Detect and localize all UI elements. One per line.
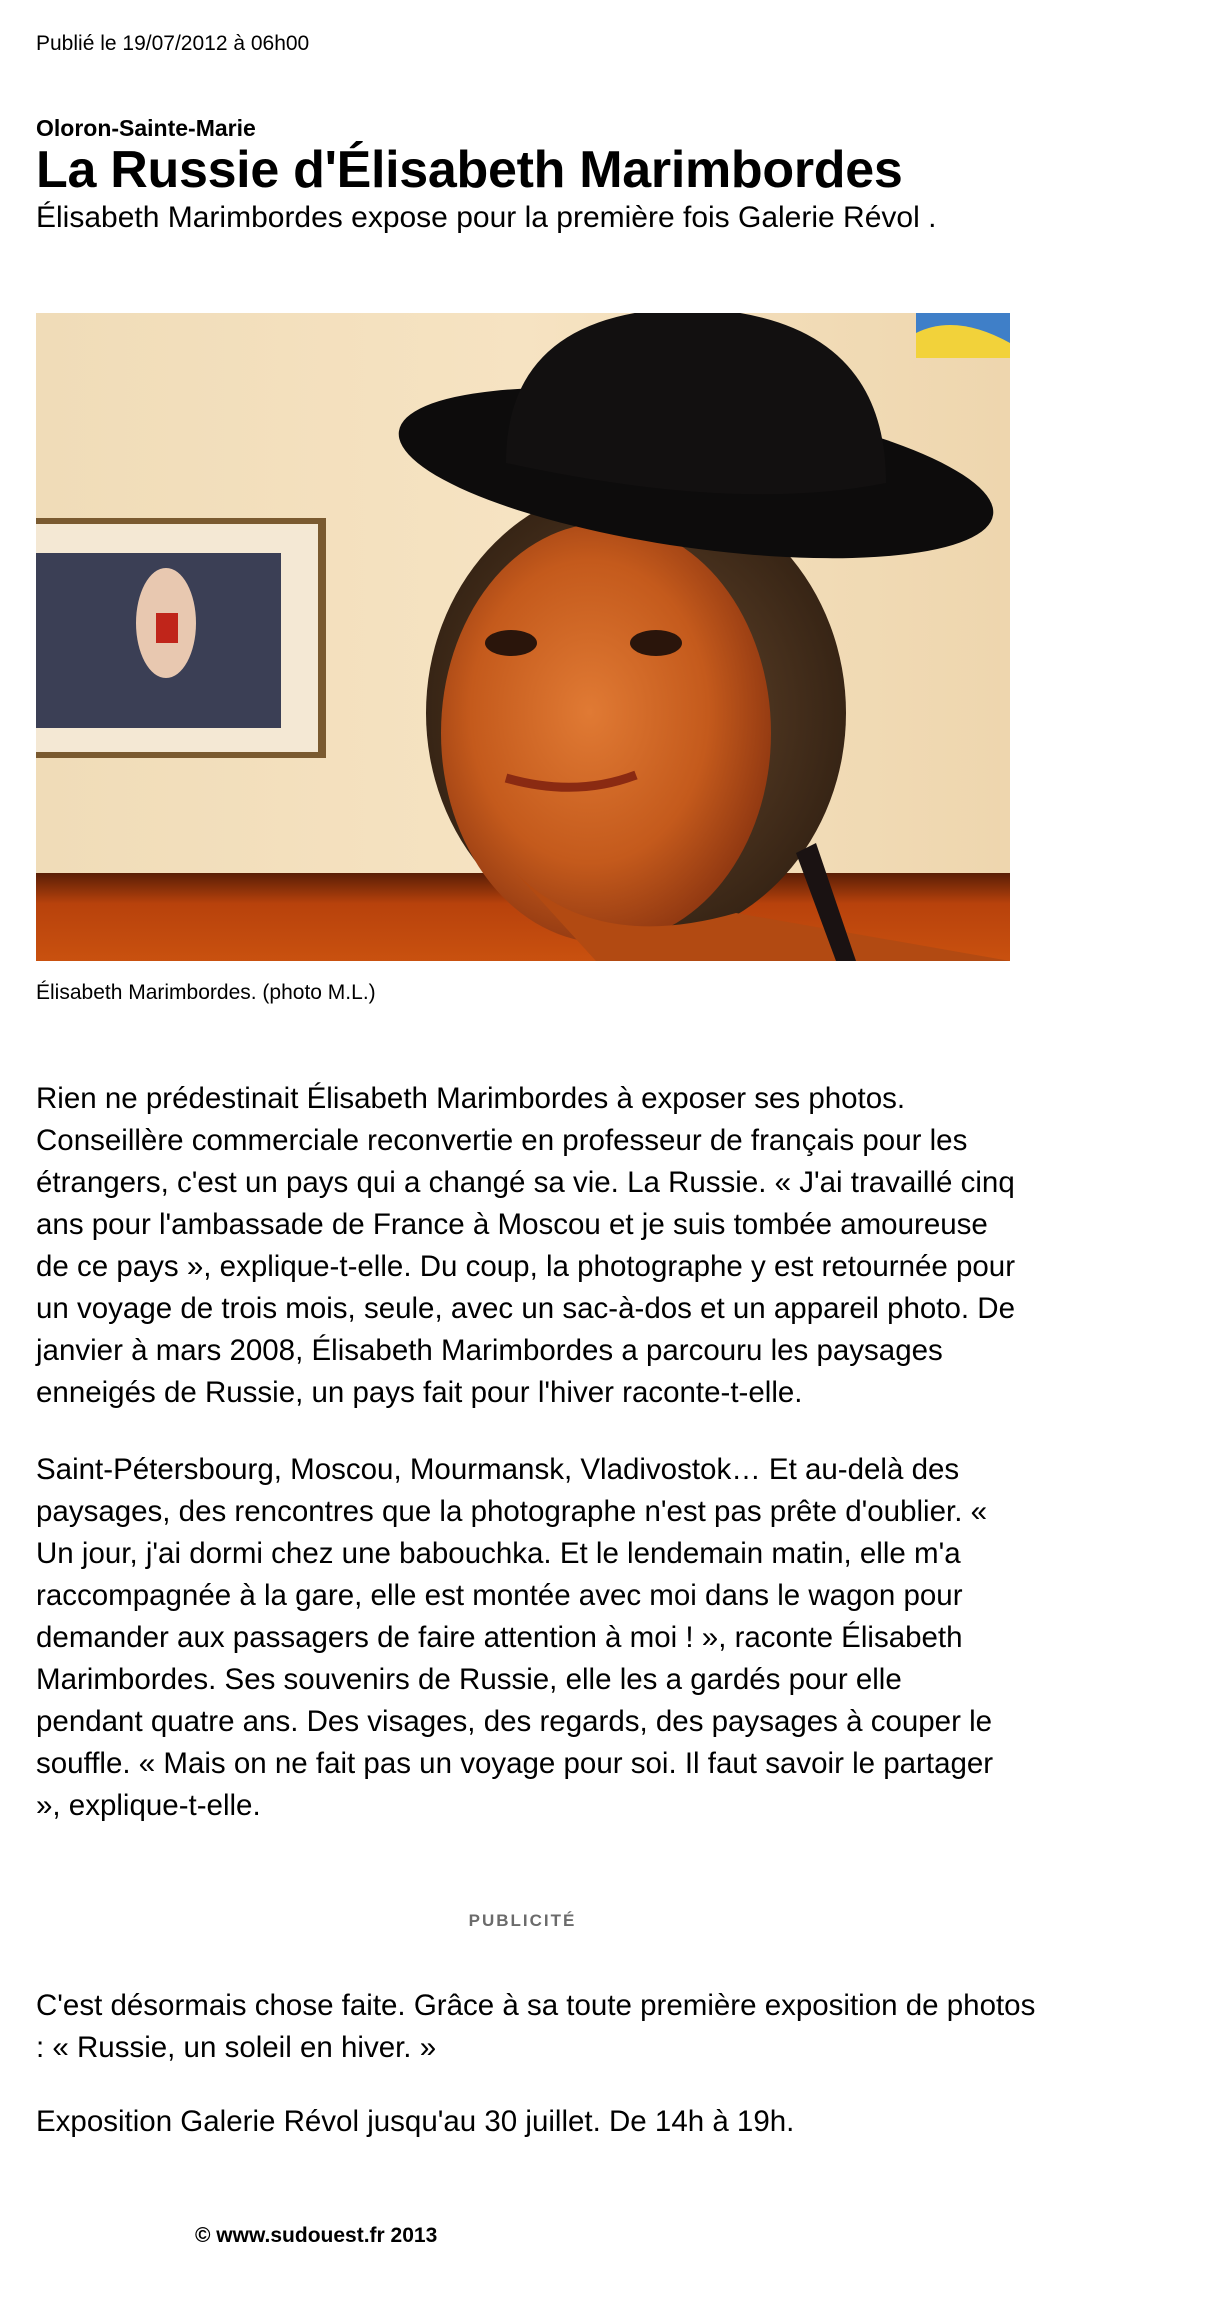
paragraph: C'est désormais chose faite. Grâce à sa toute première exposition de photos : « Russie, un soleil en hiver. » [36,1989,1036,2064]
article-body [36,1078,1016,1862]
article-subtitle: Élisabeth Marimbordes expose pour la première fois Galerie Révol . [36,201,937,234]
publication-date: Publié le 19/07/2012 à 06h00 [36,32,310,55]
advertisement-label: PUBLICITÉ [468,1911,577,1930]
portrait-image [36,313,1010,961]
article-body-continued [36,1985,1036,2175]
locality-label: Oloron-Sainte-Marie [36,115,256,141]
paragraph: Rien ne prédestinait Élisabeth Marimbordes à exposer ses photos. Conseillère commerciale reconvertie en professeur de français pour les étrangers, c'est un pays qui a changé sa vie. La Russie. « J'ai travaillé cinq ans pour l'ambassade de France à Moscou et je suis tombée amoureuse de ce pays », explique-t-elle. Du coup, la photographe y est retournée pour un voyage de trois mois, seule, avec un sac-à-dos et un appareil photo. De janvier à mars 2008, Élisabeth Marimbordes a parcouru les paysages enneigés de Russie, un pays fait pour l'hiver raconte-t-elle. [36,1082,1016,1409]
article-title: La Russie d'Élisabeth Marimbordes [36,141,903,199]
paragraph: Saint-Pétersbourg, Moscou, Mourmansk, Vladivostok… Et au-delà des paysages, des rencontres que la photographe n'est pas prête d'oublier. « Un jour, j'ai dormi chez une babouchka. Et le lendemain matin, elle m'a raccompagnée à la gare, elle est montée avec moi dans le wagon pour demander aux passagers de faire attention à moi ! », raconte Élisabeth Marimbordes. Ses souvenirs de Russie, elle les a gardés pour elle pendant quatre ans. Des visages, des regards, des paysages à couper le souffle. « Mais on ne fait pas un voyage pour soi. Il faut savoir le partager », explique-t-elle. [36,1453,994,1822]
paragraph: Exposition Galerie Révol jusqu'au 30 juillet. De 14h à 19h. [36,2105,795,2138]
copyright-footer: © www.sudouest.fr 2013 [195,2224,438,2247]
article-photo [36,313,1010,961]
photo-caption: Élisabeth Marimbordes. (photo M.L.) [36,981,376,1004]
